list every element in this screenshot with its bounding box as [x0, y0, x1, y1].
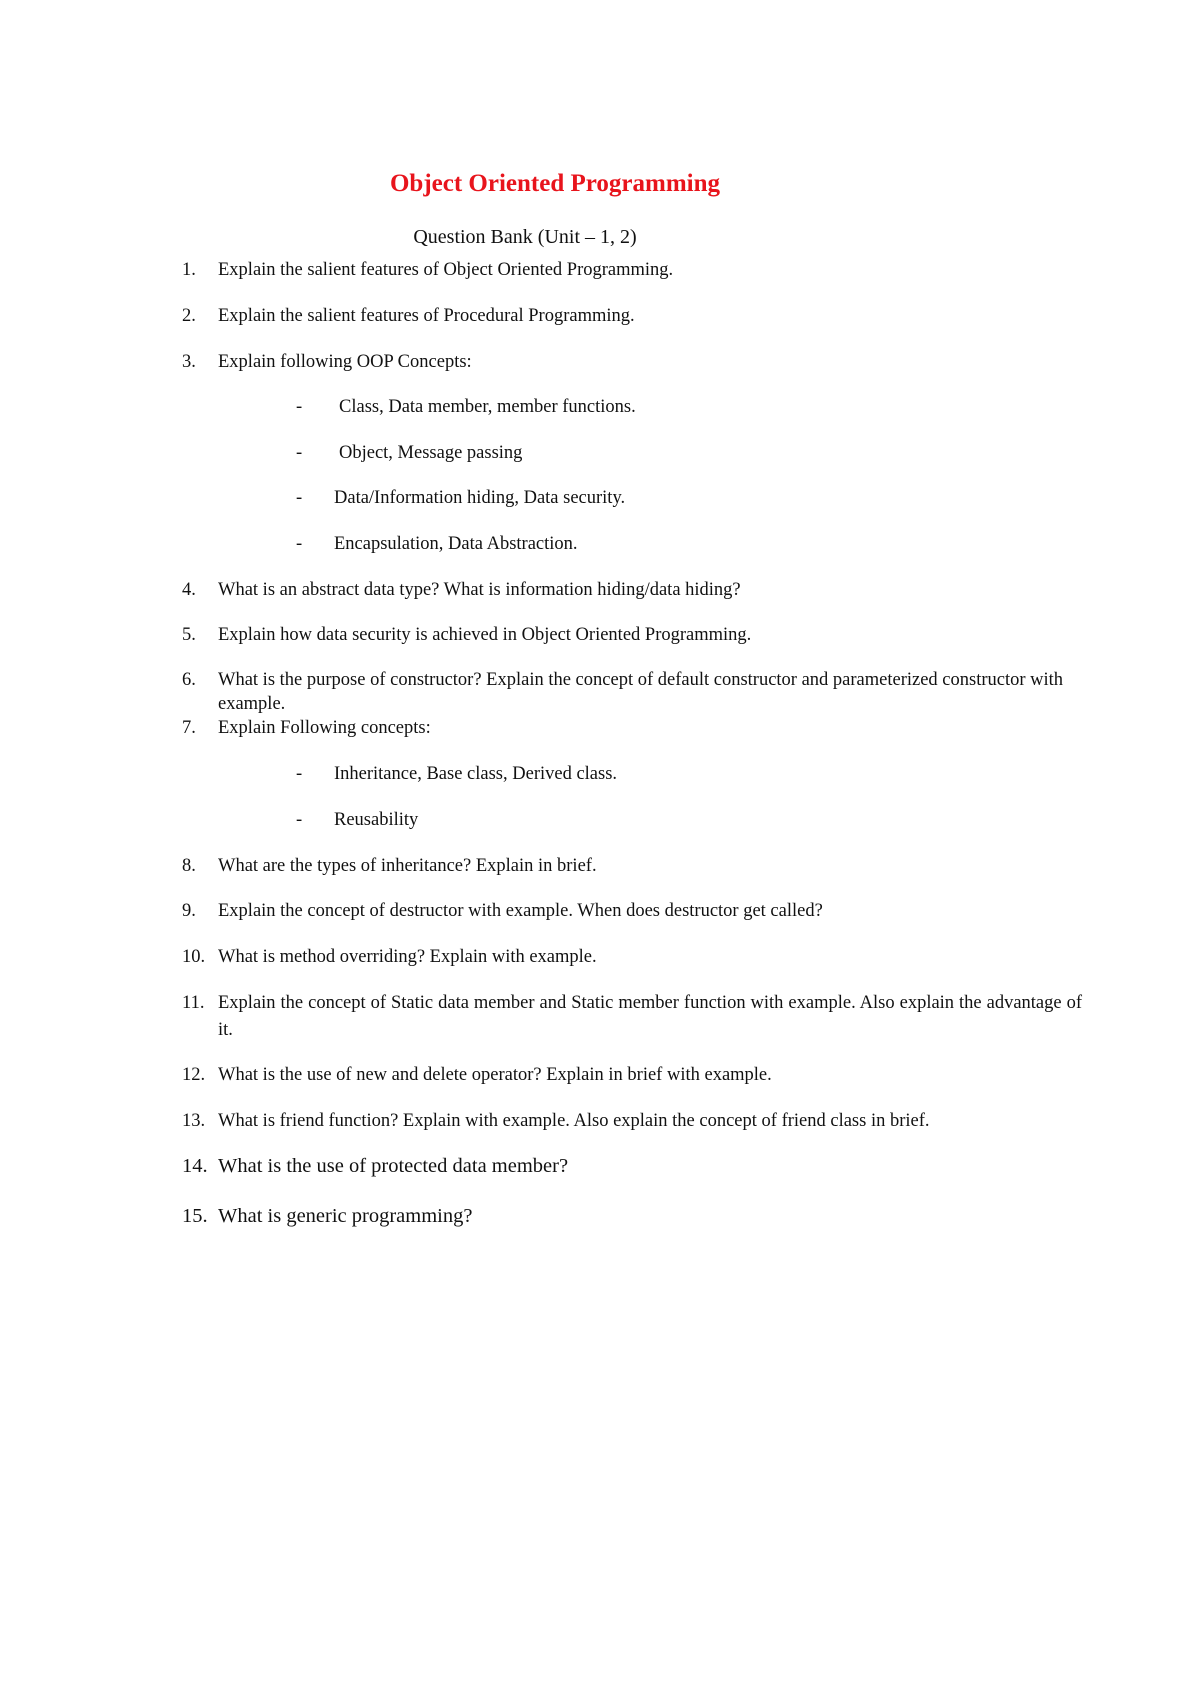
question-number: 6. — [182, 670, 196, 690]
question-number: 3. — [182, 352, 196, 372]
sub-item-text: Data/Information hiding, Data security. — [334, 488, 626, 508]
question-number: 15. — [182, 1205, 208, 1227]
sub-item-text: Encapsulation, Data Abstraction. — [334, 534, 578, 554]
question-number: 9. — [182, 901, 196, 921]
question-text: What is method overriding? Explain with example. — [218, 947, 597, 967]
question-text: Explain the salient features of Object Oriented Programming. — [218, 260, 674, 280]
question-text: Explain the concept of Static data member and Static member function with example. Also explain the advantage of it. — [218, 993, 1082, 1040]
question-text: What is generic programming? — [218, 1205, 473, 1227]
sub-item-text: Reusability — [334, 810, 419, 830]
question-text: What is the purpose of constructor? Explain the concept of default constructor and parameterized constructor with example. — [218, 670, 1064, 714]
sub-marker: - — [296, 764, 303, 784]
sub-marker: - — [296, 488, 303, 508]
question-text: What is an abstract data type? What is information hiding/data hiding? — [218, 580, 741, 600]
question-number: 4. — [182, 580, 196, 600]
question-number: 11. — [182, 993, 205, 1013]
question-text: Explain the salient features of Procedural Programming. — [218, 306, 635, 326]
sub-item-text: Inheritance, Base class, Derived class. — [334, 764, 618, 784]
question-number: 13. — [182, 1111, 206, 1131]
question-text: Explain Following concepts: — [218, 718, 431, 738]
question-number: 7. — [182, 718, 196, 738]
question-text: Explain following OOP Concepts: — [218, 352, 472, 372]
question-number: 2. — [182, 306, 196, 326]
question-text: What is the use of protected data member? — [218, 1155, 569, 1177]
sub-item-text: Class, Data member, member functions. — [339, 397, 636, 417]
question-text: What is the use of new and delete operator? Explain in brief with example. — [218, 1065, 772, 1085]
question-number: 8. — [182, 856, 196, 876]
question-text: What is friend function? Explain with example. Also explain the concept of friend class in brief. — [218, 1111, 930, 1131]
question-text: Explain how data security is achieved in Object Oriented Programming. — [218, 625, 752, 645]
question-text: Explain the concept of destructor with example. When does destructor get called? — [218, 901, 823, 921]
question-text: What are the types of inheritance? Explain in brief. — [218, 856, 597, 876]
document-title: Object Oriented Programming — [389, 170, 721, 197]
question-number: 5. — [182, 625, 196, 645]
sub-marker: - — [296, 810, 303, 830]
question-number: 14. — [182, 1155, 208, 1177]
question-number: 10. — [182, 947, 206, 967]
question-number: 12. — [182, 1065, 206, 1085]
document-subtitle: Question Bank (Unit – 1, 2) — [413, 226, 637, 248]
sub-item-text: Object, Message passing — [339, 443, 523, 463]
question-number: 1. — [182, 260, 196, 280]
sub-marker: - — [296, 443, 303, 463]
sub-marker: - — [296, 534, 303, 554]
sub-marker: - — [296, 397, 303, 417]
